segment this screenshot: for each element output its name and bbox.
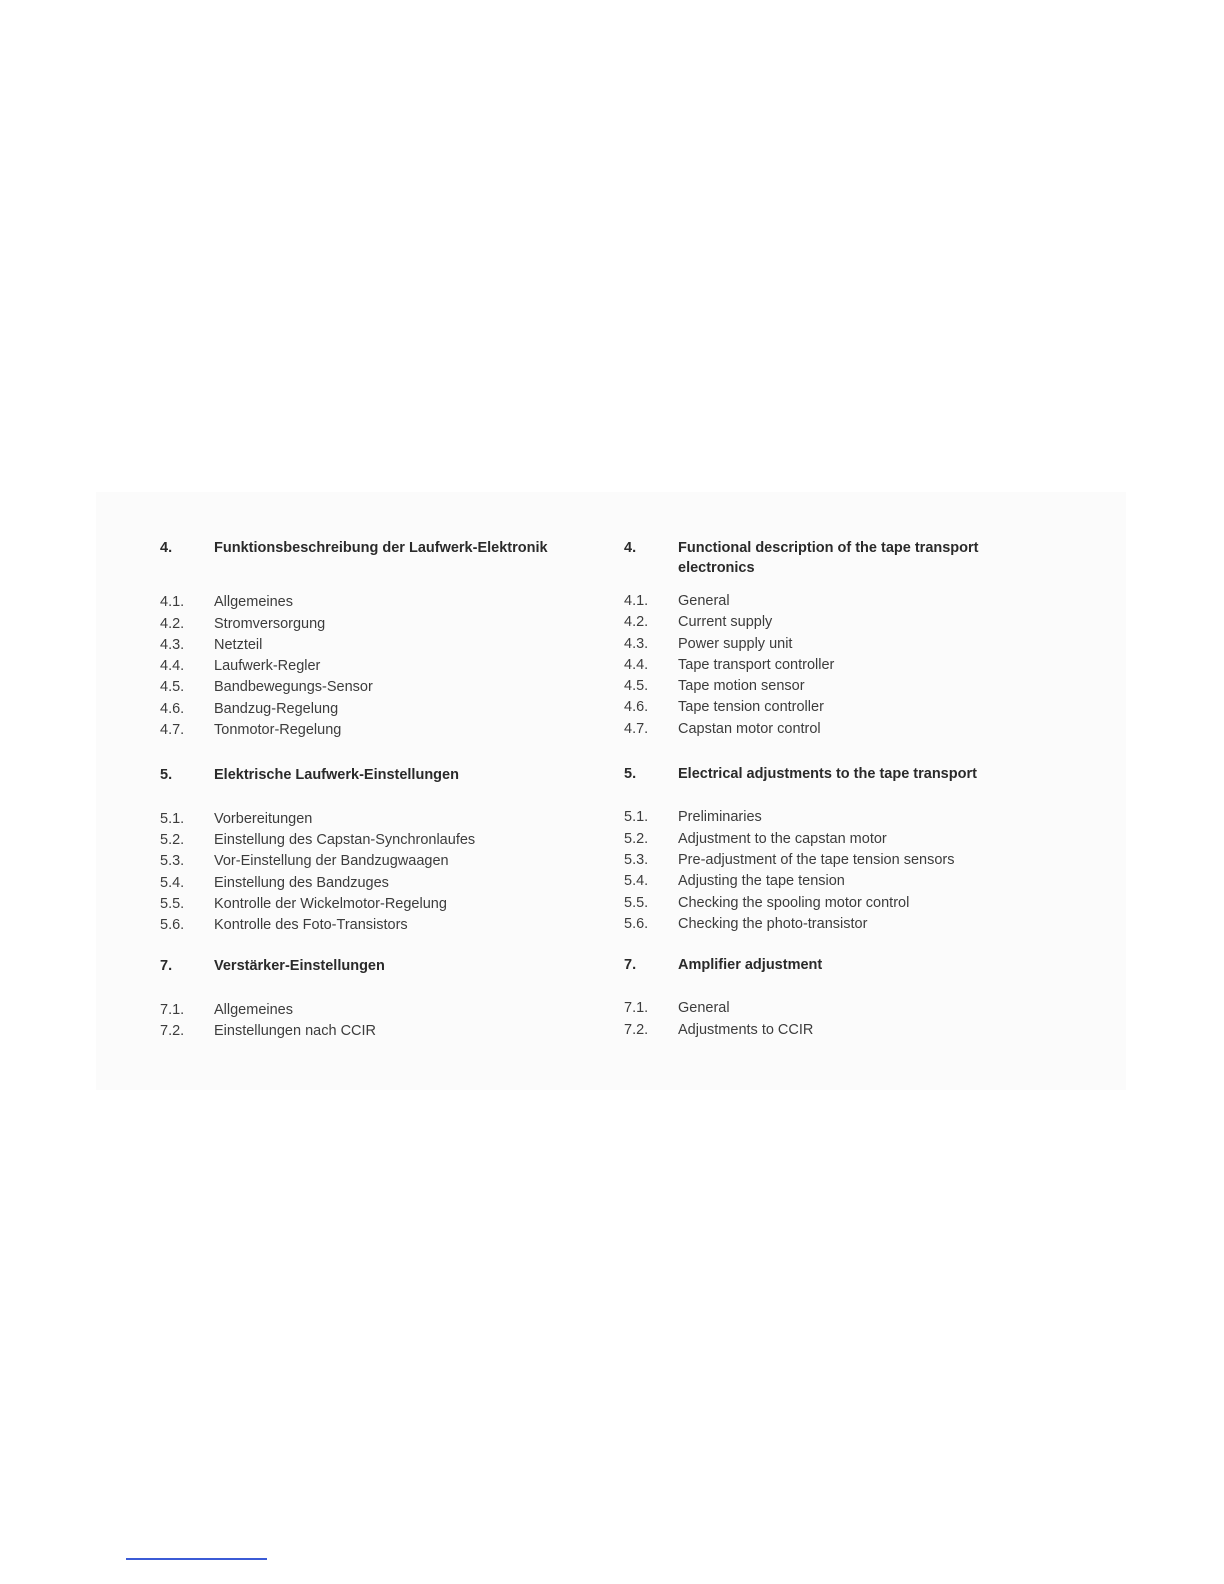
item-number: 5.5. bbox=[160, 895, 185, 912]
item-number: 4.7. bbox=[624, 720, 649, 737]
item-label: Tape transport controller bbox=[678, 656, 835, 673]
section-heading bbox=[160, 538, 600, 559]
item-label: Bandbewegungs-Sensor bbox=[214, 679, 373, 696]
item-number: 5.2. bbox=[624, 830, 649, 847]
item-number: 5.4. bbox=[160, 874, 185, 891]
list-item bbox=[624, 829, 1064, 850]
section-heading bbox=[624, 764, 1064, 785]
item-number: 4.2. bbox=[160, 615, 185, 632]
item-number: 7.1. bbox=[160, 1001, 185, 1018]
item-label: General bbox=[678, 1000, 730, 1017]
list-item bbox=[624, 697, 1064, 718]
item-label: Tape tension controller bbox=[678, 699, 824, 716]
item-label: Allgemeines bbox=[214, 1001, 293, 1018]
section-number: 5. bbox=[160, 767, 173, 784]
item-number: 5.1. bbox=[624, 809, 649, 826]
list-item bbox=[160, 720, 600, 741]
toc-column-german bbox=[160, 538, 600, 1042]
item-label: Adjustment to the capstan motor bbox=[678, 830, 887, 847]
list-item bbox=[624, 998, 1064, 1019]
list-item bbox=[160, 677, 600, 698]
item-label: Kontrolle der Wickelmotor-Regelung bbox=[214, 895, 447, 912]
section-number: 4. bbox=[624, 540, 637, 556]
list-item bbox=[160, 873, 600, 894]
list-item bbox=[624, 807, 1064, 828]
item-number: 4.7. bbox=[160, 722, 185, 739]
item-number: 4.6. bbox=[160, 700, 185, 717]
item-number: 4.3. bbox=[160, 636, 185, 653]
section-number: 7. bbox=[624, 957, 637, 974]
item-label: Adjustments to CCIR bbox=[678, 1021, 814, 1038]
item-number: 4.2. bbox=[624, 614, 649, 631]
item-label: Tonmotor-Regelung bbox=[214, 722, 342, 739]
list-item bbox=[160, 614, 600, 635]
item-number: 5.6. bbox=[160, 917, 185, 934]
section-number: 5. bbox=[624, 766, 637, 783]
item-number: 7.2. bbox=[160, 1023, 185, 1040]
toc-column-english bbox=[624, 538, 1064, 1041]
list-item bbox=[624, 850, 1064, 871]
section-title: Electrical adjustments to the tape transport bbox=[678, 766, 977, 783]
item-label: Netzteil bbox=[214, 636, 263, 653]
section-number: 4. bbox=[160, 540, 173, 556]
section-number: 7. bbox=[160, 958, 173, 975]
item-label: Vorbereitungen bbox=[214, 810, 313, 827]
section-heading bbox=[160, 765, 600, 786]
list-item bbox=[160, 851, 600, 872]
item-number: 4.4. bbox=[624, 656, 649, 673]
item-label: Einstellung des Capstan-Synchronlaufes bbox=[214, 831, 476, 848]
item-number: 5.2. bbox=[160, 831, 185, 848]
list-item bbox=[160, 1000, 600, 1021]
item-number: 5.5. bbox=[624, 894, 649, 911]
list-item bbox=[624, 914, 1064, 935]
item-label: Pre-adjustment of the tape tension sensors bbox=[678, 851, 955, 868]
item-label: Power supply unit bbox=[678, 635, 793, 652]
item-number: 5.4. bbox=[624, 873, 649, 890]
link-underline bbox=[126, 1558, 267, 1560]
item-number: 5.3. bbox=[624, 851, 649, 868]
list-item bbox=[160, 1021, 600, 1042]
item-number: 4.5. bbox=[160, 679, 185, 696]
list-item bbox=[624, 612, 1064, 633]
section-title: Verstärker-Einstellungen bbox=[214, 958, 385, 975]
item-label: Einstellung des Bandzuges bbox=[214, 874, 389, 891]
item-label: Bandzug-Regelung bbox=[214, 700, 339, 717]
list-item bbox=[624, 719, 1064, 740]
item-label: Current supply bbox=[678, 614, 773, 631]
item-label: Stromversorgung bbox=[214, 615, 326, 632]
section-heading bbox=[624, 955, 1064, 976]
item-number: 7.1. bbox=[624, 1000, 649, 1017]
section-title: Amplifier adjustment bbox=[678, 957, 823, 974]
item-number: 7.2. bbox=[624, 1021, 649, 1038]
list-item bbox=[160, 635, 600, 656]
item-label: Vor-Einstellung der Bandzugwaagen bbox=[214, 853, 449, 870]
item-number: 4.3. bbox=[624, 635, 649, 652]
item-number: 4.5. bbox=[624, 678, 649, 695]
item-label: Einstellungen nach CCIR bbox=[214, 1023, 377, 1040]
section-title: Functional description of the tape transport electronics bbox=[678, 540, 979, 576]
list-item bbox=[160, 699, 600, 720]
list-item bbox=[160, 830, 600, 851]
list-item bbox=[160, 656, 600, 677]
item-label: Checking the spooling motor control bbox=[678, 894, 910, 911]
item-label: Checking the photo-transistor bbox=[678, 915, 868, 932]
item-label: Adjusting the tape tension bbox=[678, 873, 845, 890]
list-item bbox=[624, 676, 1064, 697]
list-item bbox=[160, 915, 600, 936]
list-item bbox=[624, 893, 1064, 914]
item-label: Allgemeines bbox=[214, 594, 293, 611]
item-number: 4.1. bbox=[624, 593, 649, 609]
item-label: Laufwerk-Regler bbox=[214, 658, 321, 675]
item-number: 4.1. bbox=[160, 594, 185, 611]
item-number: 5.3. bbox=[160, 853, 185, 870]
item-number: 4.6. bbox=[624, 699, 649, 716]
list-item bbox=[624, 591, 1064, 612]
list-item bbox=[624, 871, 1064, 892]
list-item bbox=[160, 894, 600, 915]
section-heading bbox=[624, 538, 1004, 578]
item-label: Preliminaries bbox=[678, 809, 762, 826]
section-title: Funktionsbeschreibung der Laufwerk-Elektronik bbox=[214, 540, 548, 556]
item-label: Tape motion sensor bbox=[678, 678, 805, 695]
list-item bbox=[160, 592, 600, 613]
item-label: General bbox=[678, 593, 730, 609]
item-number: 5.1. bbox=[160, 810, 185, 827]
list-item bbox=[624, 634, 1064, 655]
list-item bbox=[624, 1020, 1064, 1041]
item-number: 5.6. bbox=[624, 915, 649, 932]
list-item bbox=[160, 809, 600, 830]
item-number: 4.4. bbox=[160, 658, 185, 675]
list-item bbox=[624, 655, 1064, 676]
section-title: Elektrische Laufwerk-Einstellungen bbox=[214, 767, 459, 784]
item-label: Capstan motor control bbox=[678, 720, 821, 737]
item-label: Kontrolle des Foto-Transistors bbox=[214, 917, 408, 934]
section-heading bbox=[160, 956, 600, 977]
